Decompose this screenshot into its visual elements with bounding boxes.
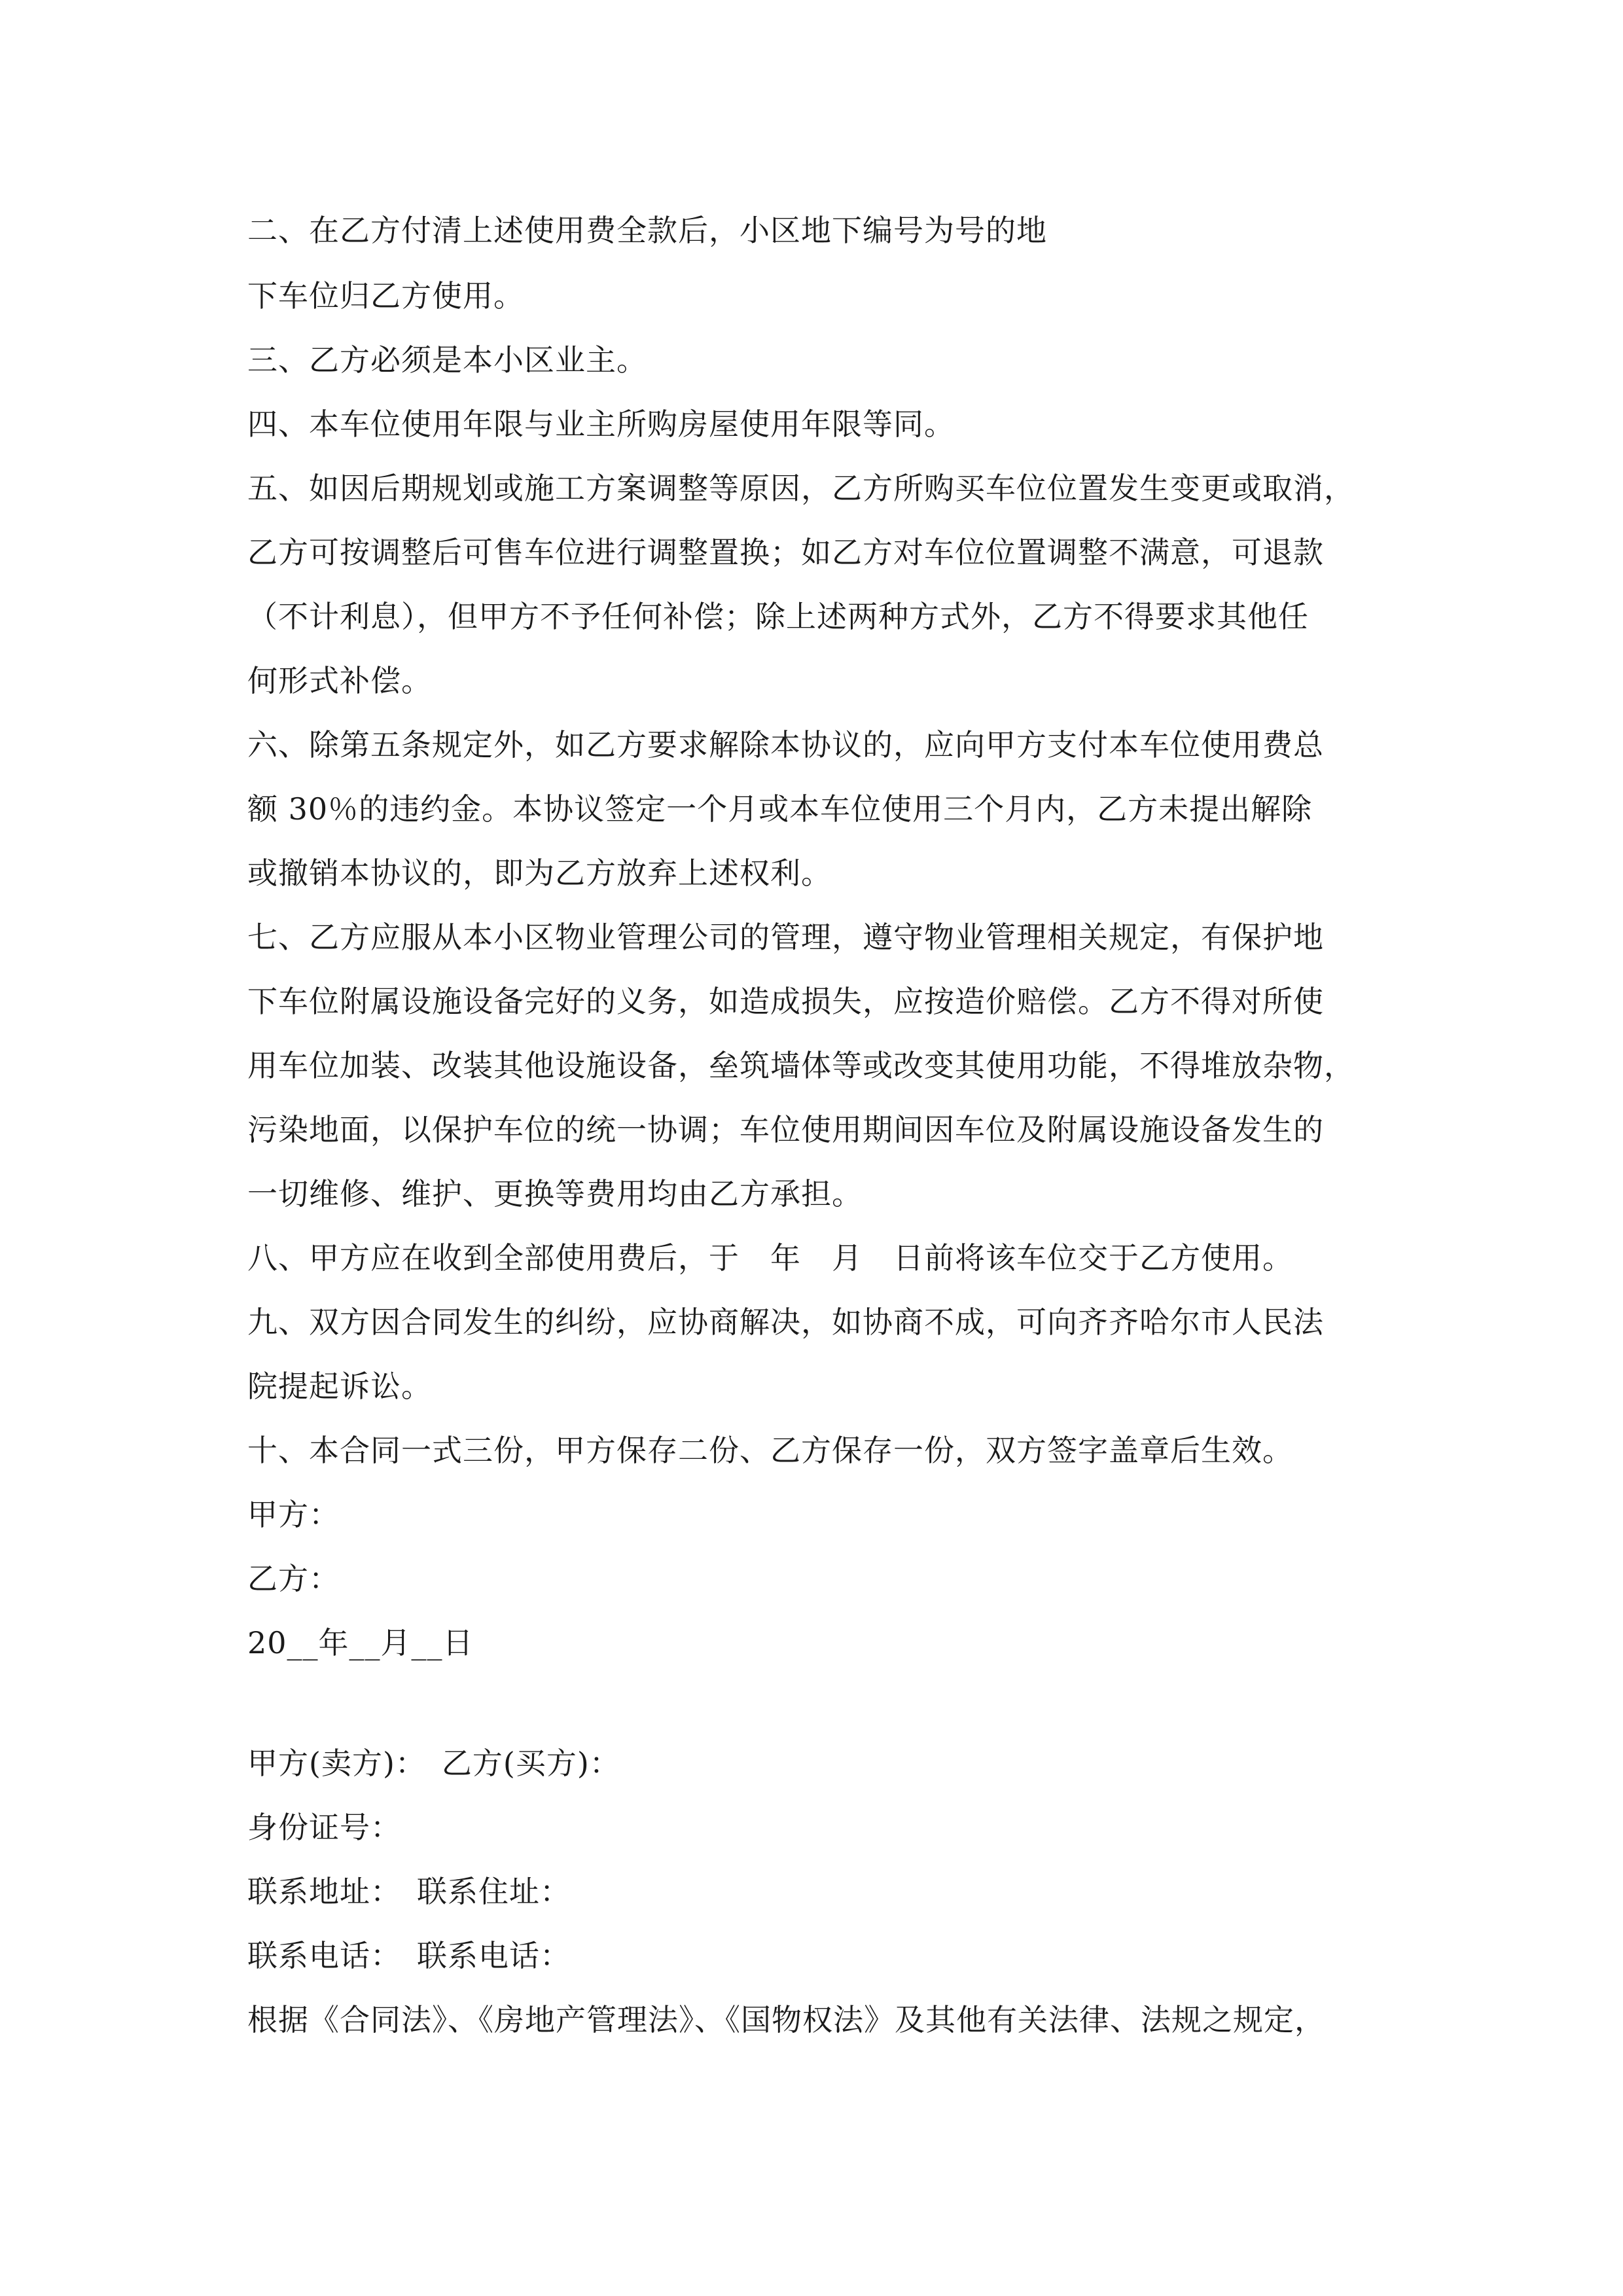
clause-4: 四、本车位使用年限与业主所购房屋使用年限等同。: [247, 406, 955, 442]
clause-9-line-1: 九、双方因合同发生的纠纷，应协商解决，如协商不成，可向齐齐哈尔市人民法: [247, 1304, 1324, 1340]
legal-basis-line: 根据《合同法》、《房地产管理法》、《国物权法》及其他有关法律、法规之规定，: [247, 2002, 1325, 2037]
clause-7-line-1: 七、乙方应服从本小区物业管理公司的管理，遵守物业管理相关规定，有保护地: [247, 920, 1324, 955]
contact-phone-labels: 联系电话： 联系电话：: [247, 1938, 571, 1973]
clause-2-line-2: 下车位归乙方使用。: [247, 278, 524, 314]
party-b-signature: 乙方：: [247, 1561, 340, 1596]
party-a-signature: 甲方：: [247, 1497, 340, 1532]
clause-2-line-1: 二、在乙方付清上述使用费全款后，小区地下编号为号的地: [247, 213, 1047, 248]
clause-8: 八、甲方应在收到全部使用费后，于 年 月 日前将该车位交于乙方使用。: [247, 1240, 1293, 1276]
clause-5-line-3: （不计利息），但甲方不予任何补偿；除上述两种方式外，乙方不得要求其他任: [247, 599, 1309, 634]
clause-7-line-4: 污染地面，以保护车位的统一协调；车位使用期间因车位及附属设施设备发生的: [247, 1112, 1324, 1147]
id-number-label: 身份证号：: [247, 1810, 401, 1845]
clause-7-line-3: 用车位加装、改装其他设施设备，垒筑墙体等或改变其使用功能，不得堆放杂物，: [247, 1048, 1355, 1083]
clause-6-line-1: 六、除第五条规定外，如乙方要求解除本协议的，应向甲方支付本车位使用费总: [247, 727, 1324, 762]
clause-5-line-1: 五、如因后期规划或施工方案调整等原因，乙方所购买车位位置发生变更或取消，: [247, 471, 1355, 506]
clause-9-line-2: 院提起诉讼。: [247, 1369, 432, 1404]
clause-10: 十、本合同一式三份，甲方保存二份、乙方保存一份，双方签字盖章后生效。: [247, 1433, 1293, 1468]
signing-date: 20__年__月__日: [247, 1625, 474, 1660]
clause-5-line-4: 何形式补偿。: [247, 663, 432, 698]
clause-7-line-2: 下车位附属设施设备完好的义务，如造成损失，应按造价赔偿。乙方不得对所使: [247, 984, 1324, 1019]
clause-5-line-2: 乙方可按调整后可售车位进行调整置换；如乙方对车位位置调整不满意，可退款: [247, 535, 1324, 570]
clause-6-line-3: 或撤销本协议的，即为乙方放弃上述权利。: [247, 855, 832, 891]
clause-6-line-2: 额 30％的违约金。本协议签定一个月或本车位使用三个月内，乙方未提出解除: [247, 791, 1313, 827]
contact-address-labels: 联系地址： 联系住址：: [247, 1874, 571, 1909]
seller-buyer-header: 甲方(卖方)： 乙方(买方)：: [247, 1746, 620, 1781]
clause-7-line-5: 一切维修、维护、更换等费用均由乙方承担。: [247, 1176, 863, 1211]
clause-3: 三、乙方必须是本小区业主。: [247, 342, 647, 378]
